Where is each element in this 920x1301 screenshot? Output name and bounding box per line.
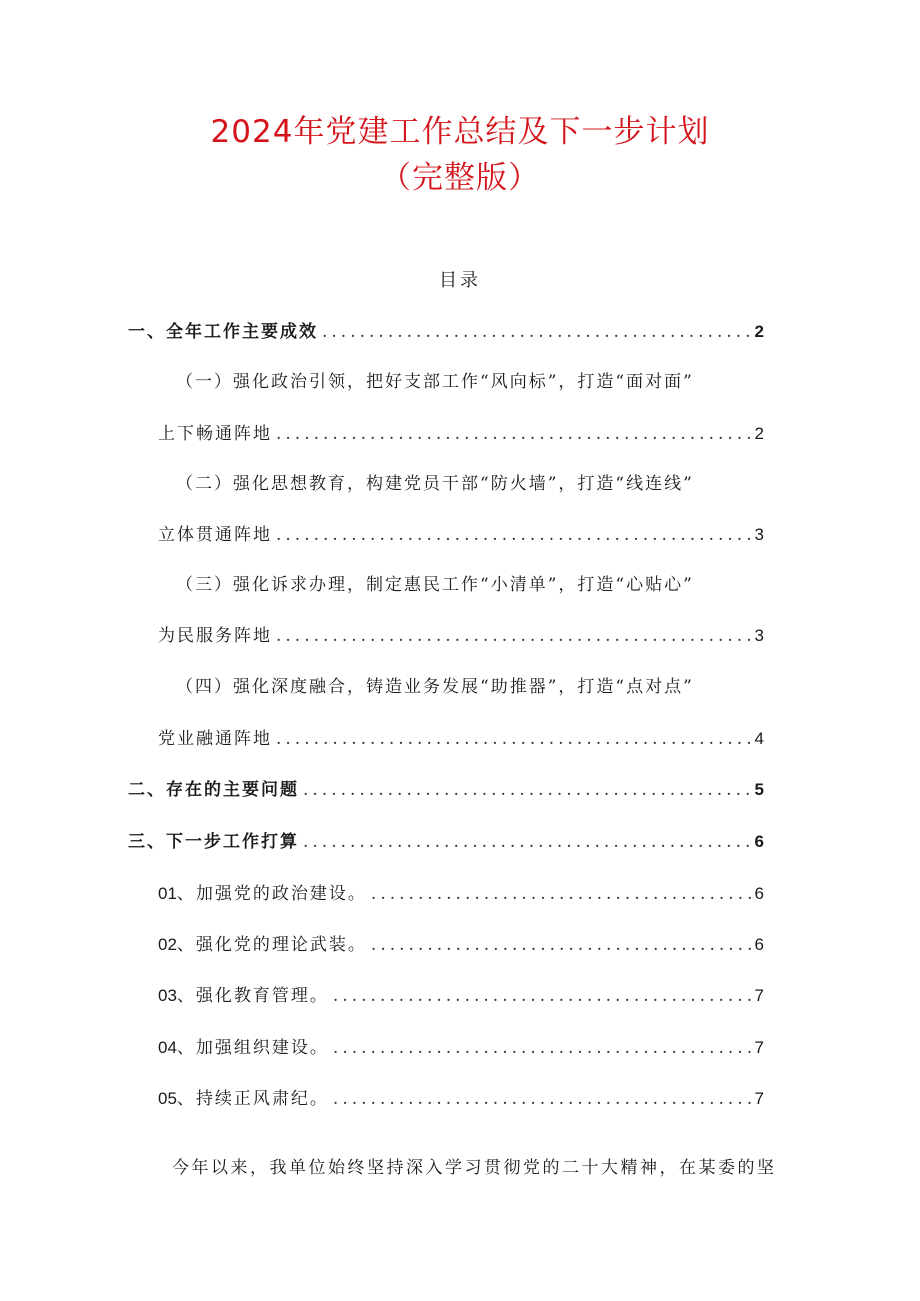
toc-item-text: 、加强党的政治建设。	[176, 884, 367, 904]
toc-entry-item03[interactable]	[158, 984, 764, 1008]
toc-page-number: 6	[754, 832, 764, 851]
toc-entry-sub4[interactable]	[158, 727, 764, 751]
toc-item-number: 01	[158, 884, 177, 903]
toc-page-number: 2	[754, 322, 764, 341]
toc-entry-label: 为民服务阵地	[158, 626, 272, 646]
toc-page-number: 2	[754, 424, 764, 443]
toc-page-number: 6	[754, 884, 764, 903]
toc-entry-item02[interactable]	[158, 933, 764, 957]
toc-entry-label	[158, 1036, 329, 1060]
toc-page-number: 3	[754, 525, 764, 544]
toc-leader-dots	[303, 830, 751, 854]
toc-entry-label: 上下畅通阵地	[158, 424, 272, 444]
toc-entry-label: 三、下一步工作打算	[128, 832, 299, 852]
toc-leader-dots	[276, 727, 751, 751]
toc-entry-sub3-line1[interactable]: （三）强化诉求办理，制定惠民工作“小清单”，打造“心贴心”	[176, 575, 694, 595]
toc-entry-item05[interactable]	[158, 1087, 764, 1111]
toc-entry-section3[interactable]	[128, 830, 764, 854]
toc-leader-dots	[276, 422, 751, 446]
body-paragraph: 今年以来，我单位始终坚持深入学习贯彻党的二十大精神，在某委的坚	[172, 1158, 777, 1178]
toc-page-number: 6	[754, 935, 764, 954]
toc-entry-section2[interactable]	[128, 778, 764, 802]
toc-leader-dots	[371, 882, 751, 906]
toc-leader-dots	[276, 624, 751, 648]
toc-item-number: 03	[158, 986, 177, 1005]
toc-entry-label: 二、存在的主要问题	[128, 780, 299, 800]
toc-item-text: 、持续正风肃纪。	[176, 1089, 329, 1109]
toc-page-number: 4	[754, 729, 764, 748]
toc-page-number: 7	[754, 986, 764, 1005]
toc-entry-item01[interactable]	[158, 882, 764, 906]
toc-entry-label	[158, 1087, 329, 1111]
toc-item-text: 、加强组织建设。	[176, 1038, 329, 1058]
toc-page-number: 7	[754, 1089, 764, 1108]
toc-item-text: 、强化党的理论武装。	[176, 935, 367, 955]
toc-page-number: 7	[754, 1038, 764, 1057]
toc-entry-sub2-line1[interactable]: （二）强化思想教育，构建党员干部“防火墙”，打造“线连线”	[176, 474, 694, 494]
toc-entry-label	[158, 882, 367, 906]
toc-entry-sub1-line1[interactable]: （一）强化政治引领，把好支部工作“风向标”，打造“面对面”	[176, 372, 694, 392]
toc-entry-sub3[interactable]	[158, 624, 764, 648]
toc-page-number: 3	[754, 626, 764, 645]
document-title-line1: 2024年党建工作总结及下一步计划	[210, 114, 710, 150]
toc-leader-dots	[333, 984, 751, 1008]
toc-entry-label	[158, 984, 329, 1008]
toc-page-number: 5	[754, 780, 764, 799]
toc-entry-sub1[interactable]	[158, 422, 764, 446]
toc-leader-dots	[276, 523, 751, 547]
toc-item-text: 、强化教育管理。	[176, 986, 329, 1006]
toc-item-number: 05	[158, 1089, 177, 1108]
toc-entry-label	[158, 933, 367, 957]
toc-entry-sub4-line1[interactable]: （四）强化深度融合，铸造业务发展“助推器”，打造“点对点”	[176, 677, 694, 697]
toc-item-number: 04	[158, 1038, 177, 1057]
toc-entry-label: 立体贯通阵地	[158, 525, 272, 545]
toc-entry-label: 党业融通阵地	[158, 729, 272, 749]
toc-leader-dots	[371, 933, 751, 957]
toc-item-number: 02	[158, 935, 177, 954]
toc-leader-dots	[333, 1036, 751, 1060]
toc-entry-label: 一、全年工作主要成效	[128, 322, 318, 342]
toc-entry-sub2[interactable]	[158, 523, 764, 547]
toc-heading: 目录	[439, 270, 481, 291]
toc-leader-dots	[322, 320, 751, 344]
toc-leader-dots	[333, 1087, 751, 1111]
toc-entry-section1[interactable]	[128, 320, 764, 344]
toc-entry-item04[interactable]	[158, 1036, 764, 1060]
document-title-line2: （完整版）	[380, 160, 540, 196]
toc-leader-dots	[303, 778, 751, 802]
